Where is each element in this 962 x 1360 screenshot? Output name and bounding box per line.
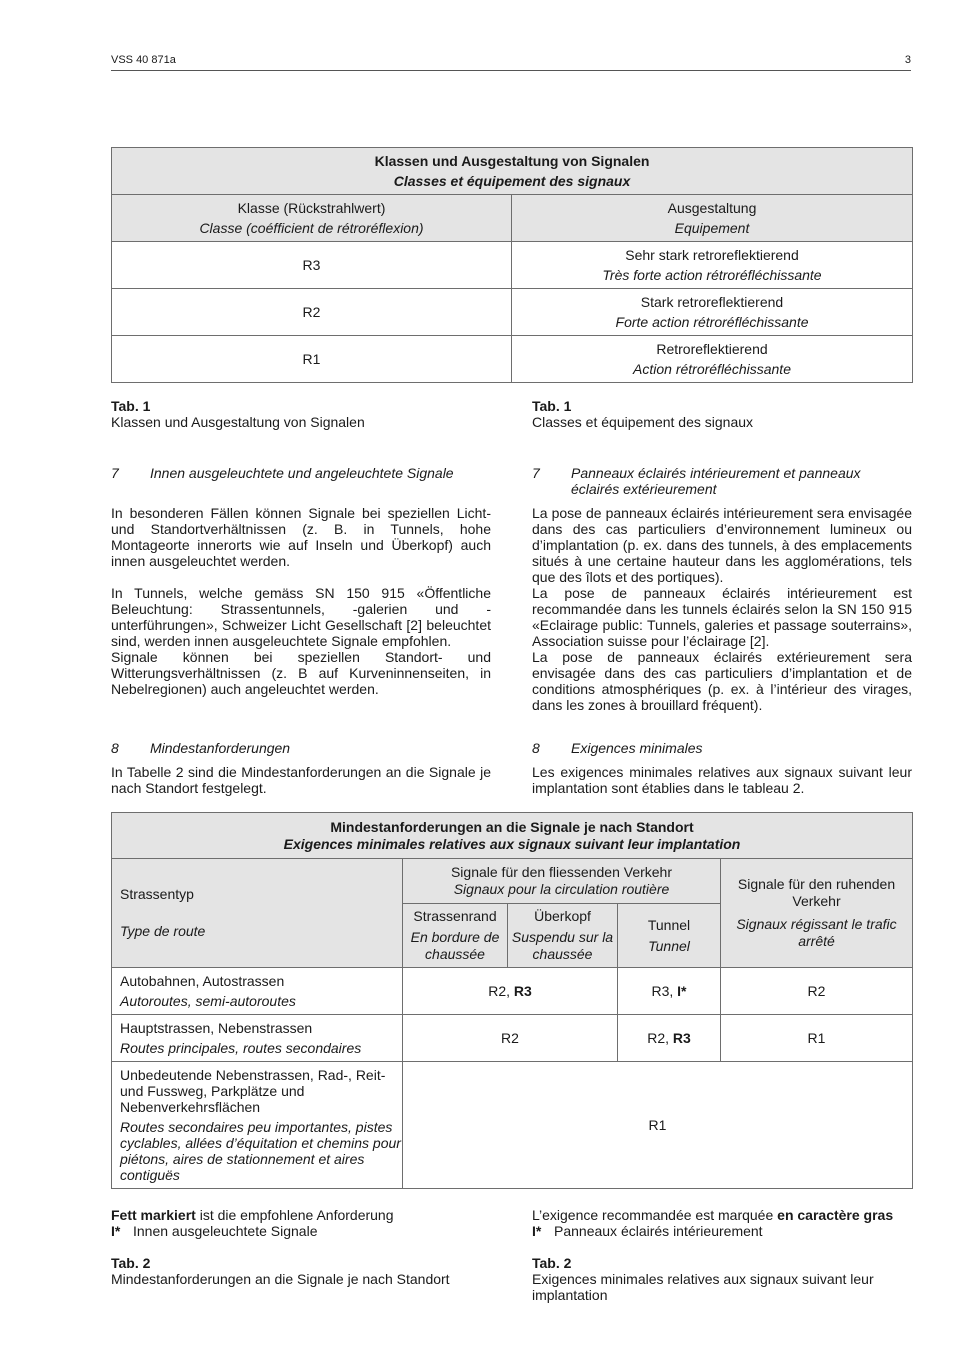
page-header (111, 52, 911, 71)
stationary-traffic-header: Signale für den ruhenden Verkehr Signaux régissant le trafic arrêté (721, 859, 913, 968)
table2-notes-de: Fett markiert ist die empfohlene Anforderung I* Innen ausgeleuchtete Signale (111, 1207, 394, 1239)
all-signals-value: R1 (403, 1062, 913, 1189)
table1-col-class: Klasse (Rückstrahlwert) Classe (coéfficient de rétroréflexion) (112, 195, 512, 242)
section8-body-de (111, 764, 491, 796)
tunnel-value: R2, R3 (618, 1015, 721, 1062)
table1-caption-de: Tab. 1 Klassen und Ausgestaltung von Signalen (111, 398, 365, 430)
table1-caption-fr: Tab. 1 Classes et équipement des signaux (532, 398, 754, 430)
section7-body-fr (532, 505, 912, 713)
section7-heading-fr: 7 Panneaux éclairés intérieurement et panneaux éclairés extérieurement (532, 465, 861, 497)
stationary-value: R2 (721, 968, 913, 1015)
class-cell: R2 (112, 289, 512, 336)
class-cell: R1 (112, 336, 512, 383)
table2-caption-de: Tab. 2 Mindestanforderungen an die Signale je nach Standort (111, 1255, 450, 1287)
moving-traffic-header: Signale für den fliessenden Verkehr Signaux pour la circulation routière (403, 859, 721, 904)
section8-body-fr (532, 764, 912, 796)
section8-heading-de: 8 Mindestanforderungen (111, 740, 291, 756)
table-classes (111, 147, 913, 383)
equipment-cell: Sehr stark retroreflektierend Très forte action rétroréfléchissante (512, 242, 913, 289)
section7-body-de (111, 505, 491, 697)
paragraph: Signale können bei speziellen Standort- und Witterungsverhältnissen (z. B auf Kurveninnenseiten, in Nebelregionen) auch angeleuchtet werden. (111, 649, 491, 697)
table-row (112, 1015, 913, 1062)
section8-heading-fr: 8 Exigences minimales (532, 740, 703, 756)
class-cell: R3 (112, 242, 512, 289)
overhead-header: Überkopf Suspendu sur la chaussée (508, 904, 618, 968)
stationary-value: R1 (721, 1015, 913, 1062)
paragraph: In Tunnels, welche gemäss SN 150 915 «Öffentliche Beleuchtung: Strassentunnels, -galerien und -unterführungen», Schweizer Licht Gesellschaft [2] beleuchtet sind, werden innen ausgeleuchtete Signale empfohlen. (111, 585, 491, 649)
paragraph: In besonderen Fällen können Signale bei speziellen Licht- und Standortverhältnissen (z. B. in Tunnels, hohe Montageorte innerorts wie auf Inseln und Überkopf) auch innen ausgeleuchtet werden. (111, 505, 491, 569)
section7-heading-de: 7 Innen ausgeleuchtete und angeleuchtete Signale (111, 465, 454, 481)
table-row (112, 968, 913, 1015)
table1-col-equipment: Ausgestaltung Equipement (512, 195, 913, 242)
tunnel-header: Tunnel Tunnel (618, 904, 721, 968)
table2-caption-fr: Tab. 2 Exigences minimales relatives aux signaux suivant leur implantation (532, 1255, 874, 1303)
equipment-cell: Stark retroreflektierend Forte action rétroréfléchissante (512, 289, 913, 336)
road-type-cell: Autobahnen, Autostrassen Autoroutes, semi-autoroutes (112, 968, 403, 1015)
table-row (112, 242, 913, 289)
document-id: VSS 40 871a (111, 54, 176, 66)
table-row (112, 1062, 913, 1189)
paragraph: La pose de panneaux éclairés extérieurement sera envisagée dans des cas particuliers d’implantation et de conditions atmosphériques (p. ex. à l’intérieur des virages, dans les zones à brouillard fréquent). (532, 649, 912, 713)
page-number: 3 (904, 54, 911, 66)
table-minimum-requirements (111, 812, 913, 1189)
roadside-header: Strassenrand En bordure de chaussée (403, 904, 508, 968)
table2-notes-fr: L’exigence recommandée est marquée en caractère gras I* Panneaux éclairés intérieurement (532, 1207, 894, 1239)
table1-title: Klassen und Ausgestaltung von Signalen Classes et équipement des signaux (112, 148, 913, 195)
paragraph: La pose de panneaux éclairés intérieurement sera envisagée dans des cas particuliers d’environnement lumineux ou d’implantation (p. ex. dans des tunnels, à des emplacements situés à une certaine hauteur dans les agglomérations, tels que des îlots et des portiques). (532, 505, 912, 585)
equipment-cell: Retroreflektierend Action rétroréfléchissante (512, 336, 913, 383)
table2-title: Mindestanforderungen an die Signale je nach Standort Exigences minimales relatives aux signaux suivant leur implantation (112, 813, 913, 859)
road-type-cell: Hauptstrassen, Nebenstrassen Routes principales, routes secondaires (112, 1015, 403, 1062)
road-type-cell: Unbedeutende Nebenstrassen, Rad-, Reit- und Fussweg, Parkplätze und Nebenverkehrsflächen Routes secondaires peu importantes, pistes cyclables, allées d’équitation et chemins pour piétons, aires de stationnement et aires contiguës (112, 1062, 403, 1189)
tunnel-value: R3, I* (618, 968, 721, 1015)
roadside-overhead-value: R2, R3 (403, 968, 618, 1015)
paragraph: La pose de panneaux éclairés intérieurement est recommandée dans les tunnels éclairés selon la SN 150 915 «Eclairage public: Tunnels, galeries et passage souterrains», Association suisse pour l’éclairage [2]. (532, 585, 912, 649)
table-row (112, 289, 913, 336)
table-row (112, 336, 913, 383)
roadside-overhead-value: R2 (403, 1015, 618, 1062)
paragraph: In Tabelle 2 sind die Mindestanforderungen an die Signale je nach Standort festgelegt. (111, 764, 491, 796)
road-type-header: Strassentyp Type de route (112, 859, 403, 968)
paragraph: Les exigences minimales relatives aux signaux suivant leur implantation sont établies dans le tableau 2. (532, 764, 912, 796)
